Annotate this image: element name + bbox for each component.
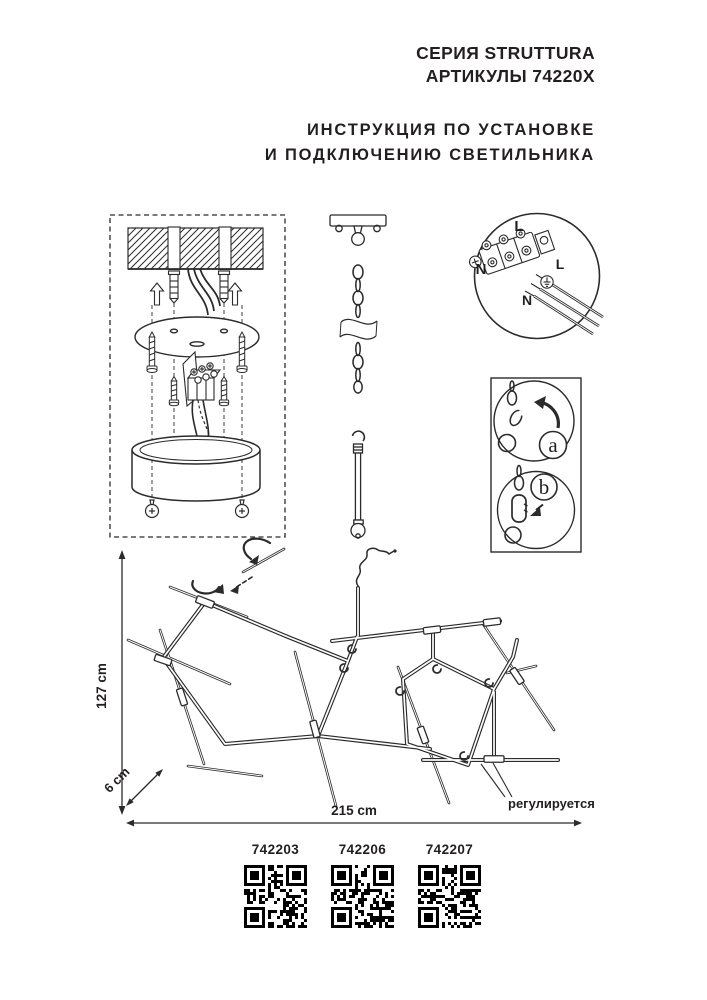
suspension-parts [330, 215, 386, 538]
wire-neutral-label: N [521, 292, 533, 308]
dimension-annotations [94, 550, 595, 826]
wall-anchor [169, 271, 180, 303]
article-item [331, 842, 394, 928]
wire-live-label: L [555, 256, 565, 272]
ground-wire-icon [541, 276, 553, 288]
article-number: 742206 [338, 842, 387, 857]
cap-nut [146, 500, 159, 518]
canopy-drum [132, 436, 260, 501]
assembly-arrows [192, 539, 270, 594]
fixing-screw [219, 377, 228, 406]
height-dimension-label: 127 cm [94, 663, 109, 709]
article-list [0, 842, 707, 972]
qr-code [418, 865, 481, 928]
article-item [418, 842, 481, 928]
suspension-chain [340, 265, 377, 393]
depth-dimension-label: 6 cm [101, 764, 133, 796]
mains-wires [188, 269, 220, 315]
ceiling-bracket [330, 215, 386, 245]
adjustable-label: регулируется [508, 796, 595, 811]
arrow-up-icon [151, 283, 164, 305]
qr-code [244, 865, 307, 928]
instruction-line-1: ИНСТРУКЦИЯ ПО УСТАНОВКЕ [307, 121, 595, 139]
article-item [244, 842, 307, 928]
wiring-detail [464, 214, 603, 339]
qr-code [331, 865, 394, 928]
detail-a-label: a [548, 433, 558, 457]
fixing-screw [169, 377, 178, 406]
power-cord [356, 548, 394, 586]
chandelier-structure [128, 539, 558, 806]
assembly-detail-panel [491, 378, 581, 552]
article-number: 742207 [425, 842, 474, 857]
instruction-line-2: И ПОДКЛЮЧЕНИЮ СВЕТИЛЬНИКА [264, 146, 595, 164]
cap-nut [236, 500, 249, 518]
suspension-rod [351, 431, 365, 538]
series-articles: АРТИКУЛЫ 74220X [425, 66, 595, 86]
ceiling-mount-diagram [110, 215, 285, 537]
width-dimension-label: 215 cm [331, 803, 377, 818]
terminal-live-label: L [514, 218, 524, 235]
wall-anchor [219, 271, 230, 303]
arrow-up-icon [229, 283, 242, 305]
detail-b-label: b [538, 475, 550, 499]
article-number: 742203 [251, 842, 300, 857]
terminal-neutral-label: N [475, 261, 487, 278]
series-name: СЕРИЯ STRUTTURA [416, 43, 595, 63]
